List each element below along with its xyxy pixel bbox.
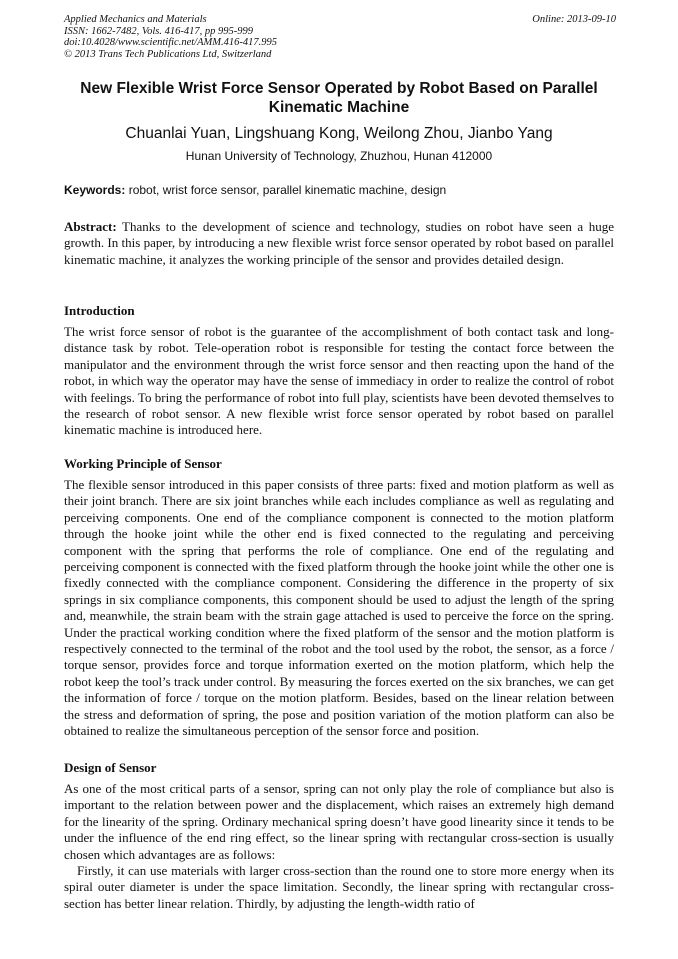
paper-affiliation: Hunan University of Technology, Zhuzhou, Hunan 412000 [185, 149, 493, 163]
paper-title: New Flexible Wrist Force Sensor Operated by Robot Based on Parallel Kinematic Machine [80, 80, 598, 116]
design-paragraph-1: As one of the most critical parts of a sensor, spring can not only play the role of compliance but also is important to the relation between power and the displacement, which raises an extremely high demand for the linearity of the spring. Ordinary mechanical spring doesn’t have good linearity since it tends to be under the influence of the end ring effect, so the linear spring with rectangular cross-section is usually chosen which advantages are as follows: [64, 781, 614, 862]
keywords-label: Keywords: [64, 183, 126, 197]
keywords-text: robot, wrist force sensor, parallel kinematic machine, design [125, 183, 447, 197]
keywords [64, 183, 616, 198]
online-date: Online: 2013-09-10 [532, 14, 616, 25]
copyright-line: © 2013 Trans Tech Publications Ltd, Switzerland [64, 48, 272, 60]
abstract-text: Thanks to the development of science and technology, studies on robot have seen a huge growth. In this paper, by introducing a new flexible wrist force sensor operated by robot based on parallel kinematic machine, it analyzes the working principle of the sensor and provides detailed design. [64, 219, 614, 267]
issn-line: ISSN: 1662-7482, Vols. 416-417, pp 995-999 [64, 25, 253, 37]
journal-name: Applied Mechanics and Materials [64, 14, 207, 25]
section-heading-design: Design of Sensor [64, 760, 157, 775]
section-heading-introduction: Introduction [64, 303, 135, 318]
section-text-introduction: The wrist force sensor of robot is the guarantee of the accomplishment of both contact task and long-distance task by robot. Tele-operation robot is responsible for testing the contact force between the manipulator and the environment through the wrist force sensor and then reacting upon the hand of the robot, in which way the operator may have the sense of immediacy in order to realize the control of robot with feelings. To bring the performance of robot into full play, scientists have been devoted themselves to the research of robot sensor. A new flexible wrist force sensor operated by robot based on parallel kinematic machine is introduced here. [64, 324, 614, 438]
section-text-design [64, 781, 614, 912]
abstract [64, 219, 614, 268]
abstract-label: Abstract: [64, 219, 117, 234]
journal-header [64, 14, 616, 60]
paper-authors: Chuanlai Yuan, Lingshuang Kong, Weilong Zhou, Jianbo Yang [125, 125, 553, 142]
doi-line: doi:10.4028/www.scientific.net/AMM.416-417.995 [64, 37, 277, 48]
section-heading-working-principle: Working Principle of Sensor [64, 456, 222, 471]
section-text-working-principle: The flexible sensor introduced in this paper consists of three parts: fixed and motion platform as well as their joint branch. There are six joint branches while each includes compliance as well as regulating and perceiving components. One end of the compliance component is connected to the motion platform through the hooke joint while the other end is fixed connected to the regulating and perceiving component with the spring that performs the role of compliance. One end of the regulating and perceiving component is connected with the fixed platform through the hooke joint while the other one is fixedly connected with the compliance component. Considering the difference in the property of six springs in six compliance components, this component should be used to adjust the length of the spring and, meanwhile, the strain beam with the strain gage attached is used to perceive the force on the spring. Under the practical working condition where the fixed platform of the sensor and the motion platform is respectively connected to the terminal of the robot and the tool used by the robot, the sensor, as a force / torque sensor, provides force and torque information exerted on the motion platform, which help the robot keep the tool’s track under control. By measuring the forces exerted on the six branches, we can get the information of force / torque on the motion platform. Besides, based on the linear relation between the stress and deformation of spring, the pose and position variation of the motion platform can also be obtained to realize the simultaneous perception of the sensor force and position. [64, 477, 614, 739]
design-paragraph-2: Firstly, it can use materials with larger cross-section than the round one to store more energy when its spiral outer diameter is under the space limitation. Secondly, the linear spring with rectangular cross-section has better linear relation. Thirdly, by adjusting the length-width ratio of [64, 863, 614, 911]
